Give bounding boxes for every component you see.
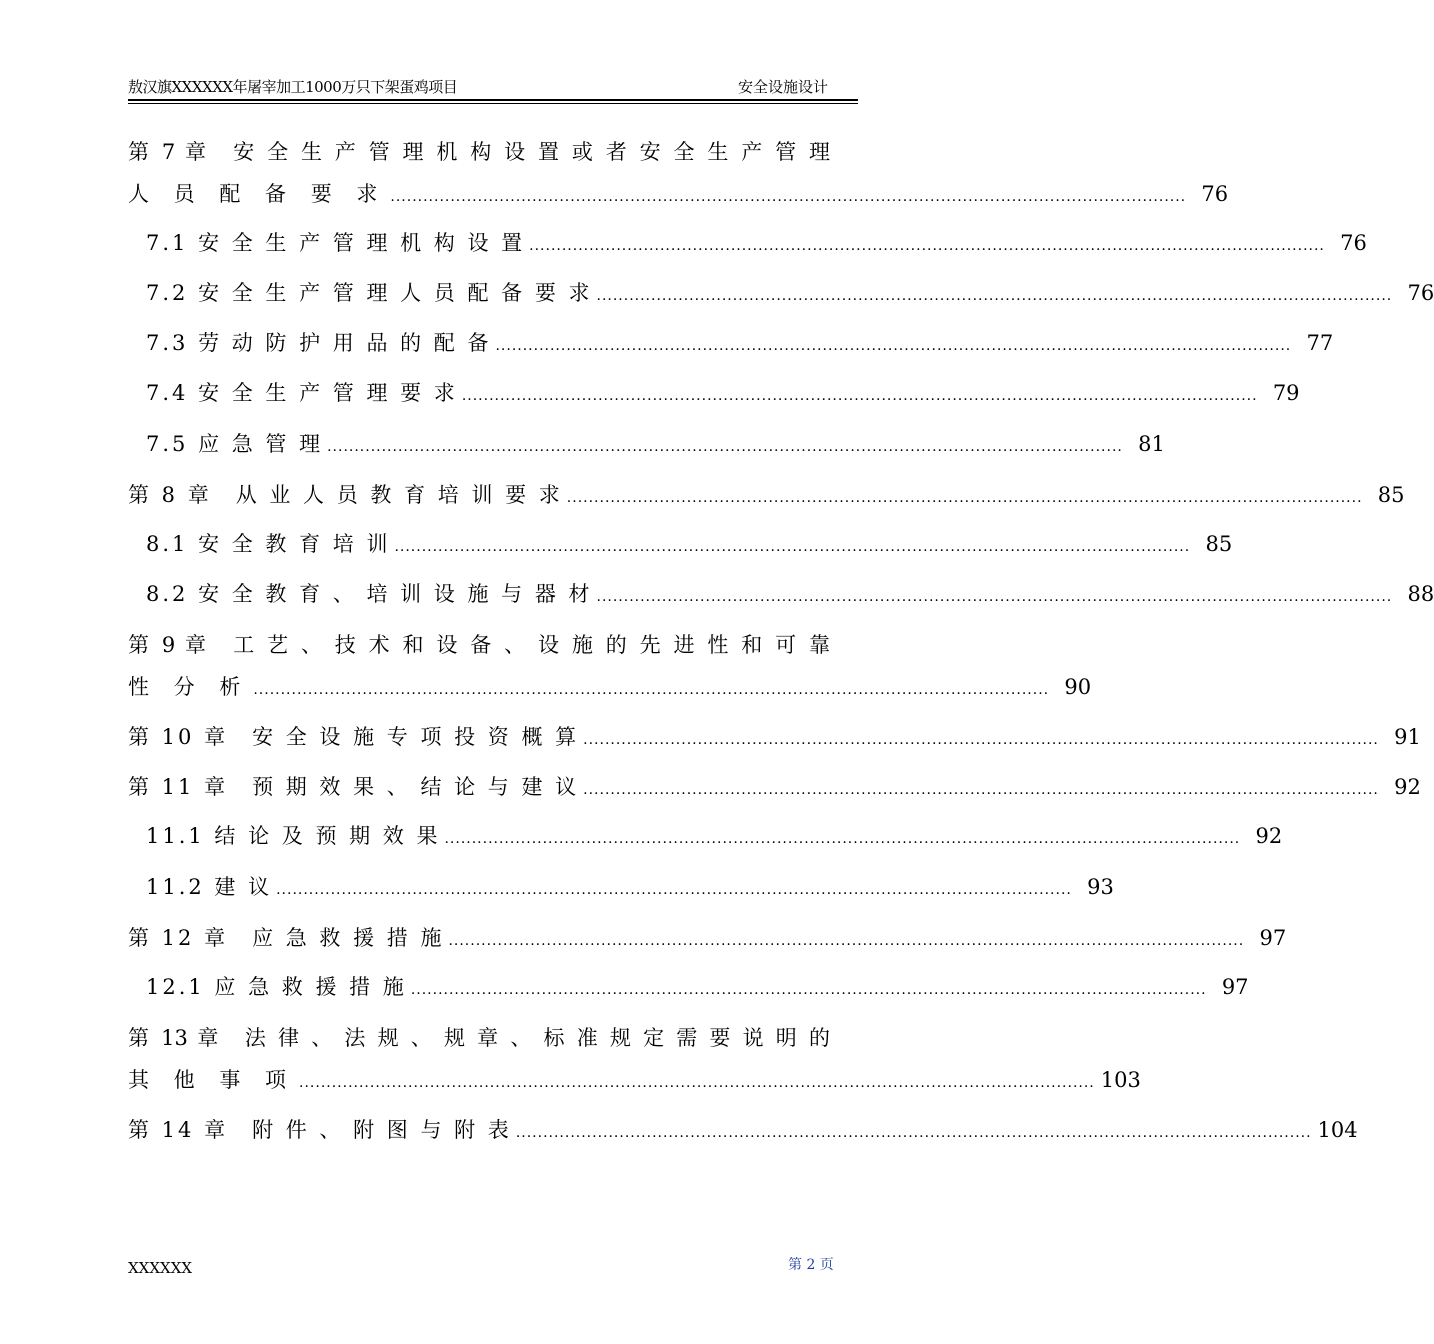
footer-company: XXXXXX <box>128 1259 193 1277</box>
toc-leader-dots: .................................................................................................................................................. <box>394 539 1191 555</box>
header-project-title: 敖汉旗XXXXXX年屠宰加工1000万只下架蛋鸡项目 <box>128 78 458 96</box>
toc-entry-7-4[interactable] <box>146 373 1300 413</box>
toc-entry-label: 第 11 章 预 期 效 果 、 结 论 与 建 议 <box>128 775 580 799</box>
toc-entry-7-2[interactable] <box>146 273 1434 313</box>
header-rule-thick <box>128 99 858 101</box>
toc-entry-label: 7.1 安 全 生 产 管 理 机 构 设 置 <box>146 231 526 255</box>
toc-leader-dots: .................................................................................................................................................. <box>390 189 1187 205</box>
toc-entry-label: 11.2 建 议 <box>146 875 273 899</box>
toc-page-number: 79 <box>1272 381 1300 405</box>
toc-page-number: 91 <box>1394 725 1421 749</box>
toc-entry-ch12[interactable] <box>128 918 1287 958</box>
toc-page-number: 76 <box>1340 231 1367 255</box>
toc-entry-label: 7.2 安 全 生 产 管 理 人 员 配 备 要 求 <box>146 281 593 305</box>
toc-entry-7-1[interactable] <box>146 223 1367 263</box>
toc-entry-ch13[interactable] <box>128 1060 1141 1100</box>
toc-entry-11-1[interactable] <box>146 816 1283 856</box>
toc-page-number: 76 <box>1201 182 1229 206</box>
toc-page-number: 77 <box>1306 331 1334 355</box>
toc-page-number: 103 <box>1100 1068 1141 1092</box>
toc-page-number: 92 <box>1255 824 1283 848</box>
toc-page-number: 76 <box>1407 281 1434 305</box>
toc-page-number: 93 <box>1087 875 1114 899</box>
toc-entry-ch9[interactable] <box>128 667 1092 707</box>
toc-entry-label: 7.3 劳 动 防 护 用 品 的 配 备 <box>146 331 492 355</box>
toc-entry-8-1[interactable] <box>146 524 1233 564</box>
toc-entry-ch10[interactable] <box>128 717 1421 757</box>
toc-entry-label: 12.1 应 急 救 援 措 施 <box>146 975 407 999</box>
toc-leader-dots: .................................................................................................................................................. <box>299 1075 1095 1091</box>
toc-entry-ch14[interactable] <box>128 1110 1358 1150</box>
toc-entry-label: 8.1 安 全 教 育 培 训 <box>146 532 391 556</box>
toc-leader-dots: .................................................................................................................................................. <box>495 338 1292 354</box>
toc-entry-12-1[interactable] <box>146 967 1249 1007</box>
toc-page-number: 85 <box>1205 532 1233 556</box>
toc-ch9-title-line2: 性 分 析 <box>128 675 250 699</box>
toc-page-number: 88 <box>1407 582 1434 606</box>
toc-entry-ch11[interactable] <box>128 767 1421 807</box>
toc-entry-8-2[interactable] <box>146 574 1434 614</box>
toc-entry-label: 7.4 安 全 生 产 管 理 要 求 <box>146 381 458 405</box>
toc-entry-ch7[interactable] <box>128 174 1229 214</box>
toc-page-number: 97 <box>1259 926 1287 950</box>
toc-ch13-title-line1: 第 13 章 法 律 、 法 规 、 规 章 、 标 准 规 定 需 要 说 明 的 <box>128 1026 830 1050</box>
toc-leader-dots: .................................................................................................................................................. <box>253 682 1050 698</box>
toc-ch7-title-line1: 第 7 章 安 全 生 产 管 理 机 构 设 置 或 者 安 全 生 产 管 理 <box>128 140 830 164</box>
toc-entry-label: 第 10 章 安 全 设 施 专 项 投 资 概 算 <box>128 725 580 749</box>
toc-leader-dots: .................................................................................................................................................. <box>461 388 1258 404</box>
toc-leader-dots: .................................................................................................................................................. <box>529 238 1325 254</box>
footer-page-number: 第 2 页 <box>788 1257 834 1273</box>
toc-ch13-title-line2: 其 他 事 项 <box>128 1068 296 1092</box>
toc-page-number: 90 <box>1064 675 1092 699</box>
toc-leader-dots: .................................................................................................................................................. <box>596 589 1393 605</box>
toc-entry-label: 第 14 章 附 件 、 附 图 与 附 表 <box>128 1118 512 1142</box>
toc-page-number: 92 <box>1394 775 1421 799</box>
toc-ch7-title-line2: 人 员 配 备 要 求 <box>128 182 387 206</box>
header-rule-thin <box>128 103 858 104</box>
header-doc-type: 安全设施设计 <box>737 78 828 96</box>
toc-leader-dots: .................................................................................................................................................. <box>566 490 1363 506</box>
toc-entry-label: 第 8 章 从 业 人 员 教 育 培 训 要 求 <box>128 483 563 507</box>
toc-entry-label: 7.5 应 急 管 理 <box>146 432 324 456</box>
toc-entry-7-5[interactable] <box>146 424 1165 464</box>
toc-leader-dots: .................................................................................................................................................. <box>410 982 1207 998</box>
toc-leader-dots: .................................................................................................................................................. <box>448 933 1245 949</box>
toc-entry-7-3[interactable] <box>146 323 1334 363</box>
toc-leader-dots: .................................................................................................................................................. <box>596 288 1393 304</box>
toc-page-number: 81 <box>1138 432 1165 456</box>
toc-leader-dots: .................................................................................................................................................. <box>583 732 1379 748</box>
toc-leader-dots: .................................................................................................................................................. <box>515 1125 1312 1141</box>
toc-entry-ch8[interactable] <box>128 475 1405 515</box>
page-header <box>128 76 858 98</box>
toc-page-number: 85 <box>1377 483 1405 507</box>
toc-entry-label: 11.1 结 论 及 预 期 效 果 <box>146 824 441 848</box>
toc-entry-label: 第 12 章 应 急 救 援 措 施 <box>128 926 445 950</box>
toc-leader-dots: .................................................................................................................................................. <box>583 782 1379 798</box>
toc-page-number: 104 <box>1317 1118 1358 1142</box>
toc-entry-11-2[interactable] <box>146 867 1114 907</box>
toc-leader-dots: .................................................................................................................................................. <box>327 439 1123 455</box>
toc-ch9-title-line1: 第 9 章 工 艺 、 技 术 和 设 备 、 设 施 的 先 进 性 和 可 靠 <box>128 633 830 657</box>
toc-leader-dots: .................................................................................................................................................. <box>444 831 1241 847</box>
toc-entry-label: 8.2 安 全 教 育 、 培 训 设 施 与 器 材 <box>146 582 593 606</box>
toc-page-number: 97 <box>1221 975 1249 999</box>
toc-leader-dots: .................................................................................................................................................. <box>276 882 1072 898</box>
